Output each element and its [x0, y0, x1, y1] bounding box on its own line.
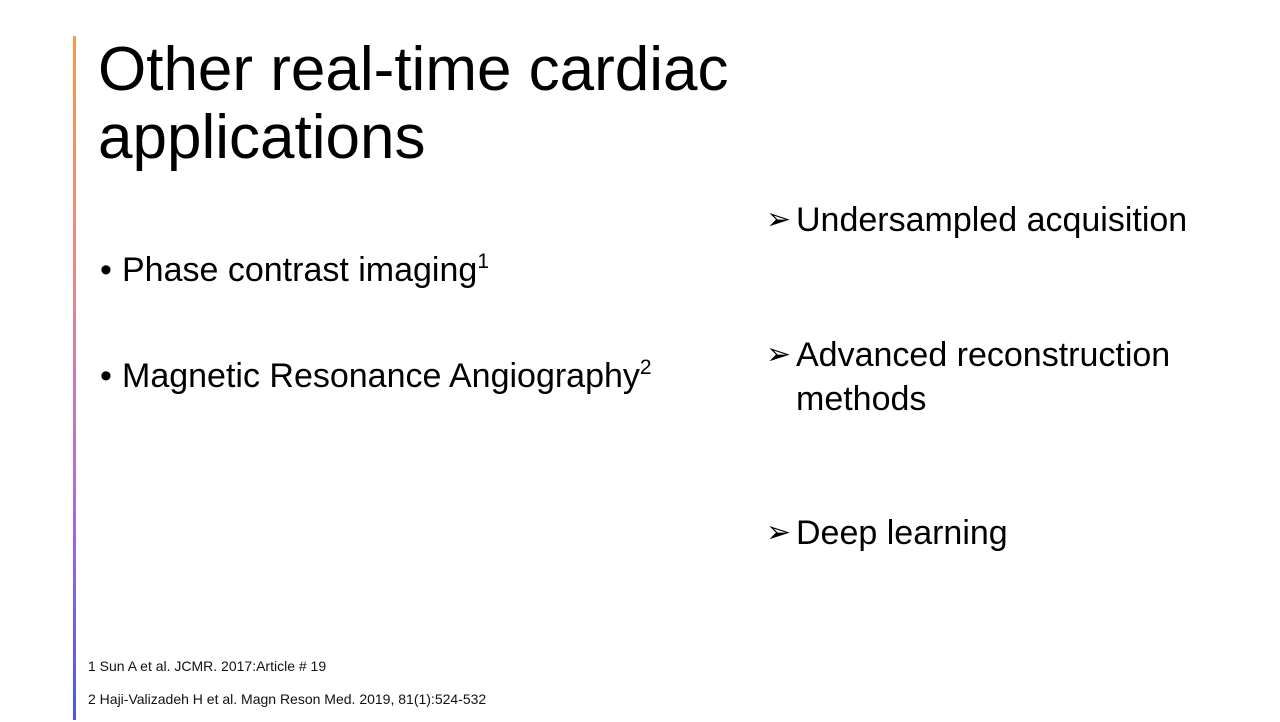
list-item — [100, 354, 652, 398]
list-item — [766, 333, 1278, 421]
arrow-bullet-icon: ➢ — [766, 203, 792, 236]
references — [88, 656, 486, 722]
bullet-text: Deep learning — [796, 514, 1008, 552]
left-bullet-list — [100, 248, 652, 460]
reference-item: 1 Sun A et al. JCMR. 2017:Article # 19 — [88, 658, 327, 674]
arrow-bullet-icon: ➢ — [766, 516, 792, 549]
footnote-marker: 2 — [639, 356, 652, 379]
slide-title: Other real-time cardiac applications — [98, 35, 729, 172]
footnote-marker: 1 — [477, 250, 489, 273]
bullet-text: Magnetic Resonance Angiography — [122, 357, 640, 395]
list-item — [100, 248, 652, 292]
bullet-text: Undersampled acquisition — [796, 201, 1188, 239]
bullet-icon: • — [100, 251, 112, 289]
bullet-text: Advanced reconstruction methods — [796, 336, 1171, 418]
list-item — [766, 198, 1278, 242]
accent-bar — [73, 36, 76, 720]
bullet-icon: • — [100, 357, 112, 395]
list-item — [766, 511, 1278, 555]
reference-item: 2 Haji-Valizadeh H et al. Magn Reson Med. 2019, 81(1):524-532 — [88, 691, 487, 707]
arrow-bullet-icon: ➢ — [766, 338, 792, 371]
bullet-text: Phase contrast imaging — [122, 251, 478, 289]
